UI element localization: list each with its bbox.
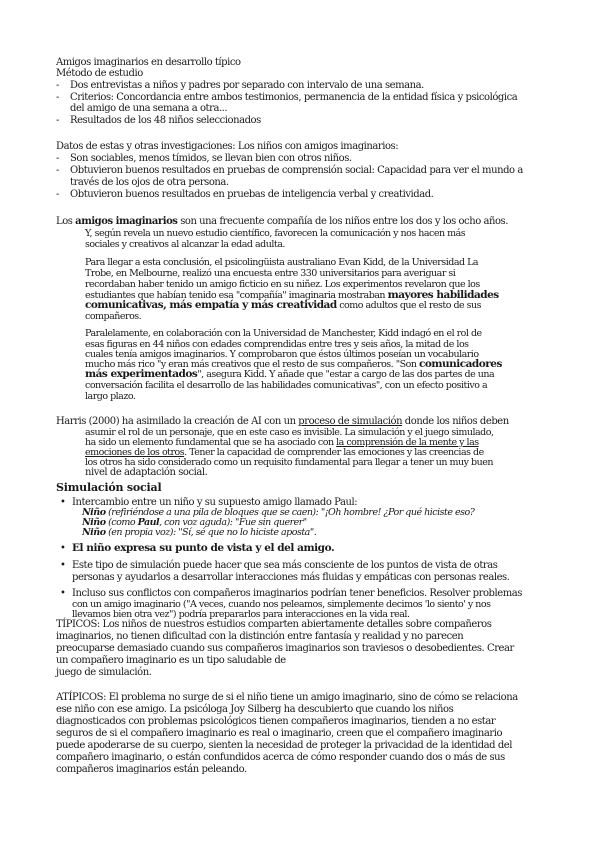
article-p2-line: recordaban haber tenido un amigo ficticio en su niñez. Los experimentos revelaron que los [85, 279, 480, 290]
list-bullet: • [60, 588, 66, 599]
article-p1-line: Y, según revela un nuevo estudio científico, favorecen la comunicación y nos hacen más [85, 228, 466, 239]
list-item-cont: través de los ojos de otra persona. [70, 177, 229, 188]
harris-line: ha sido un elemento fundamental que se ha asociado con la comprensión de la mente y las [85, 437, 479, 448]
section-subtitle: Método de estudio [56, 68, 143, 79]
list-item: Obtuvieron buenos resultados en pruebas de inteligencia verbal y creatividad. [70, 189, 434, 200]
harris-line: emociones de los otros. Tener la capacidad de comprender las emociones y las creencias de [85, 447, 484, 458]
article-p1-line: sociales y creativos al alcanzar la edad adulta. [85, 239, 285, 250]
dialog-line: Niño (en propia voz): "Sí, sé que no lo hiciste aposta". [82, 527, 317, 538]
harris-line: los otros ha sido considerado como un requisito fundamental para llegar a tener un muy buen [85, 457, 493, 468]
tipicos-line: preocuparse demasiado cuando sus compañeros imaginarios son traviesos o desobedientes. Crear [56, 643, 514, 654]
list-dash: - [56, 189, 60, 200]
bullet-item-cont: personas y ayudarlos a desarrollar interacciones más fluidas y empáticas con personas reales. [72, 572, 510, 583]
atipicos-line: ese niño con ese amigo. La psicóloga Joy Silberg ha descubierto que cuando los niños [56, 704, 454, 715]
list-item-cont: del amigo de una semana a otra... [70, 103, 228, 114]
list-bullet: • [60, 560, 66, 571]
list-item: Criterios: Concordancia entre ambos testimonios, permanencia de la entidad física y psicológica [70, 92, 518, 103]
article-p3-line: cuales tenía amigos imaginarios. Y comprobaron que éstos últimos poseían un vocabulario [85, 349, 479, 360]
list-bullet: • [60, 543, 66, 554]
dialog-line: Niño (como Paul, con voz aguda): "Fue sin querer" [82, 517, 307, 528]
dialog-line: Niño (refiriéndose a una pila de bloques que se caen): "¡Oh hombre! ¿Por qué hiciste eso? [82, 507, 475, 518]
atipicos-line: compañero imaginario, o están confundidos acerca de cómo responder cuando dos o más de sus [56, 752, 505, 763]
list-item: Obtuvieron buenos resultados en pruebas de comprensión social: Capacidad para ver el mundo a [70, 165, 523, 176]
atipicos-line: diagnosticados con problemas psicológicos tienen compañeros imaginarios, tienden a no estar [56, 716, 496, 727]
article-p3-line: conversación facilita el desarrollo de las habilidades comunicativas", con un efecto positivo a [85, 380, 488, 391]
harris-line: nivel de adaptación social. [85, 467, 208, 478]
list-dash: - [56, 80, 60, 91]
list-bullet: • [60, 497, 66, 508]
section-heading: Simulación social [56, 481, 162, 494]
article-p2-line: compañeros. [85, 311, 142, 322]
bullet-item: Este tipo de simulación puede hacer que sea más consciente de los puntos de vista de otras [72, 560, 498, 571]
article-p3-line: esas figuras en 44 niños con edades comprendidas entre tres y seis años, la mitad de los [85, 339, 469, 350]
bullet-item: Incluso sus conflictos con compañeros imaginarios podrían tener beneficios. Resolver problemas [72, 588, 522, 599]
section-title: Datos de estas y otras investigaciones: Los niños con amigos imaginarios: [56, 141, 399, 152]
article-p3-line: más experimentados", asegura Kidd. Y añade que "estar a cargo de las dos partes de una [85, 368, 495, 380]
tipicos-line: imaginarios, no tienen dificultad con la distinción entre fantasía y realidad y no parecen [56, 631, 464, 642]
article-p3-line: Paralelamente, en colaboración con la Universidad de Manchester, Kidd indagó en el rol de [85, 328, 482, 339]
list-dash: - [56, 153, 60, 164]
list-item: Resultados de los 48 niños seleccionados [70, 115, 261, 126]
bullet-item: Intercambio entre un niño y su supuesto amigo llamado Paul: [72, 497, 358, 508]
article-p3-line: mucho más rico "y eran más creativos que el resto de sus compañeros. "Son comunicadores [85, 358, 502, 370]
bullet-item-cont: con un amigo imaginario ("A veces, cuando nos peleamos, simplemente decimos 'lo siento' y nos [72, 599, 491, 610]
tipicos-line: un compañero imaginario es un tipo saludable de [56, 655, 286, 666]
tipicos-line: TÍPICOS: Los niños de nuestros estudios comparten abiertamente detalles sobre compañeros [56, 619, 492, 630]
list-item: Dos entrevistas a niños y padres por separado con intervalo de una semana. [70, 80, 424, 91]
bullet-item-cont: llevamos bien otra vez") podría prepararlos para interacciones en la vida real. [72, 609, 410, 620]
section-title: Amigos imaginarios en desarrollo típico [56, 57, 241, 68]
atipicos-line: puede apoderarse de su cuerpo, sienten la necesidad de proteger la privacidad de la identidad del [56, 740, 513, 751]
harris-line: Harris (2000) ha asimilado la creación de AI con un proceso de simulación donde los niños deben [56, 416, 509, 427]
list-dash: - [56, 115, 60, 126]
tipicos-line: juego de simulación. [56, 667, 152, 678]
article-p2-line: estudiantes que habían tenido esa "compañía" imaginaria mostraban mayores habilidades [85, 289, 499, 301]
article-p3-line: largo plazo. [85, 391, 136, 402]
article-p2-line: Para llegar a esta conclusión, el psicolingüista australiano Evan Kidd, de la Universidad La [85, 257, 479, 268]
list-item: Son sociables, menos tímidos, se llevan bien con otros niños. [70, 153, 352, 164]
article-p1-line: Los amigos imaginarios son una frecuente compañía de los niños entre los dos y los ocho años. [56, 216, 508, 227]
atipicos-line: ATÍPICOS: El problema no surge de si el niño tiene un amigo imaginario, sino de cómo se relaciona [56, 692, 518, 703]
bullet-item: El niño expresa su punto de vista y el del amigo. [72, 542, 335, 554]
article-p2-line: Trobe, en Melbourne, realizó una encuesta entre 330 universitarios para averiguar si [85, 268, 456, 279]
list-dash: - [56, 165, 60, 176]
article-p2-line: comunicativas, más empatía y más creatividad como adultos que el resto de sus [85, 299, 482, 311]
atipicos-line: seguros de si el compañero imaginario es real o imaginario, creen que el compañero imaginario [56, 728, 503, 739]
harris-line: asumir el rol de un personaje, que en este caso es invisible. La simulación y el juego simulado, [85, 427, 494, 438]
list-dash: - [56, 92, 60, 103]
atipicos-line: compañeros imaginarios están peleando. [56, 764, 247, 775]
